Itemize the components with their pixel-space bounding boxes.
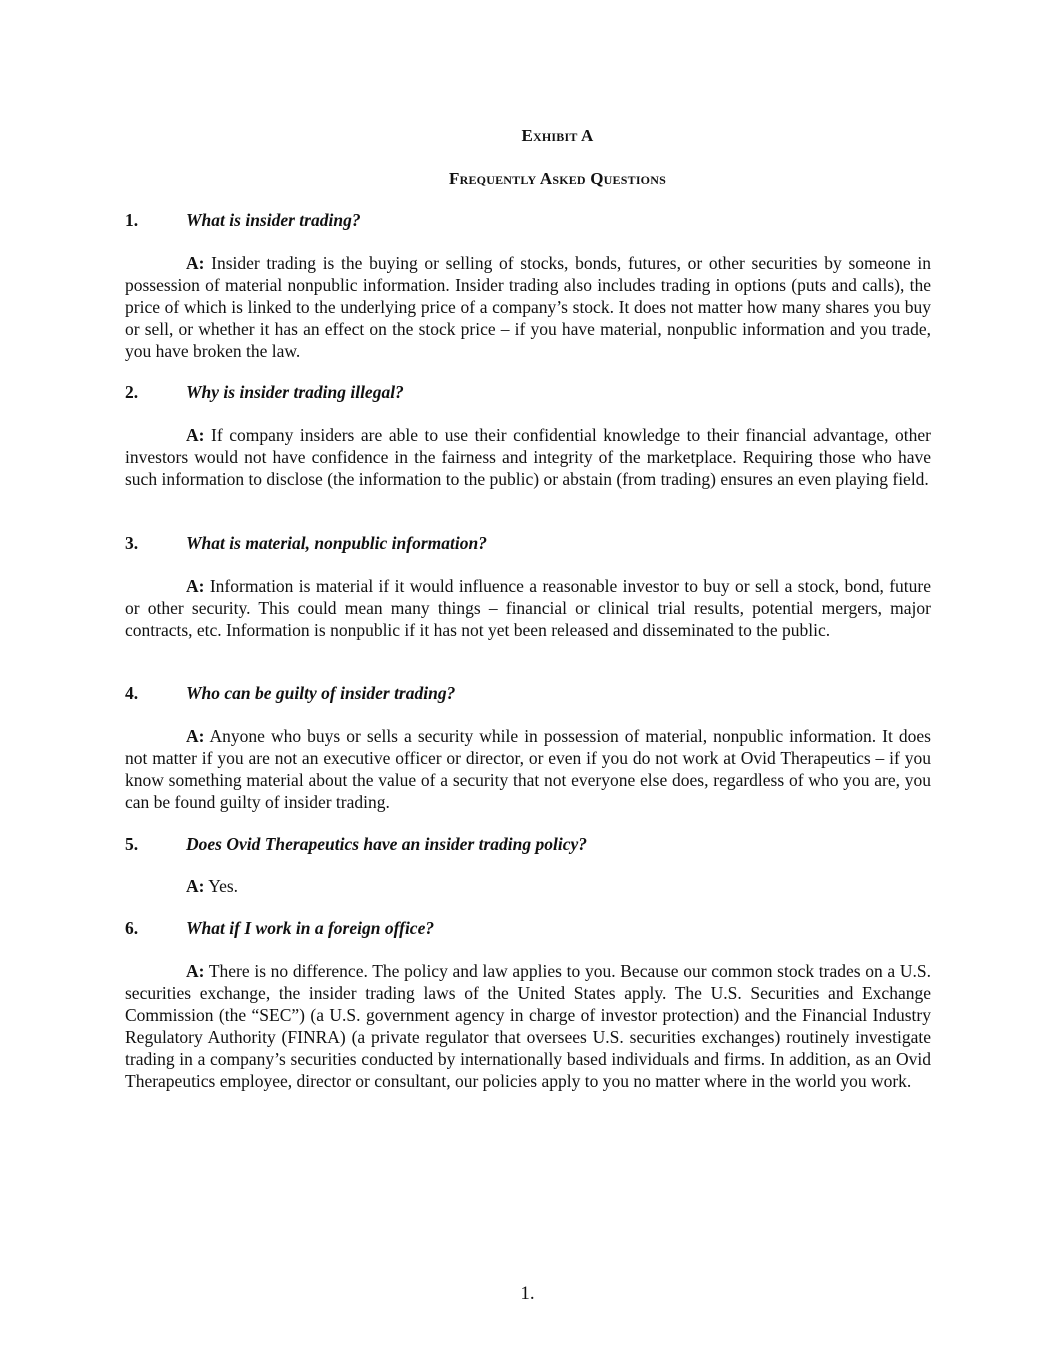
answer-label: A: xyxy=(186,961,205,981)
faq-answer-1 xyxy=(125,252,931,362)
answer-text: Insider trading is the buying or selling of stocks, bonds, futures, or other securities by someone in possession of material nonpublic information. Insider trading also includes trading in options (puts and calls), the price of which is linked to the underlying price of a company’s stock. It does not matter how many shares you buy or sell, or whether it has an effect on the stock price – if you have material, nonpublic information and you trade, you have broken the law. xyxy=(125,253,931,361)
faq-answer-5 xyxy=(125,875,931,897)
question-text: What is material, nonpublic information? xyxy=(186,533,487,553)
faq-answer-3 xyxy=(125,575,931,641)
answer-label: A: xyxy=(186,726,205,746)
question-number: 4. xyxy=(125,683,139,703)
answer-label: A: xyxy=(186,425,205,445)
question-number: 5. xyxy=(125,834,139,854)
exhibit-title: Exhibit A xyxy=(521,126,594,145)
answer-text: Yes. xyxy=(208,876,239,896)
answer-text: Information is material if it would influence a reasonable investor to buy or sell a stock, bond, future or other security. This could mean many things – financial or clinical trial results, potential mergers, major contracts, etc. Information is nonpublic if it has not yet been released and disseminated to the public. xyxy=(125,576,931,640)
faq-question-4 xyxy=(125,682,931,704)
answer-label: A: xyxy=(186,253,205,273)
question-text: What is insider trading? xyxy=(186,210,361,230)
question-text: Does Ovid Therapeutics have an insider trading policy? xyxy=(186,834,588,854)
answer-text: There is no difference. The policy and law applies to you. Because our common stock trades on a U.S. securities exchange, the insider trading laws of the United States apply. The U.S. Securities and Exchange Commission (the “SEC”) (a U.S. government agency in charge of investor protection) and the Financial Industry Regulatory Authority (FINRA) (a private regulator that oversees U.S. securities exchanges) routinely investigate trading in a company’s securities conducted by internationally based individuals and firms. In addition, as an Ovid Therapeutics employee, director or consultant, our policies apply to you no matter where in the world you work. xyxy=(125,961,932,1091)
answer-text: Anyone who buys or sells a security while in possession of material, nonpublic information. It does not matter if you are not an executive officer or director, or even if you do not work at Ovid Therapeutics – if you know something material about the value of a security that not everyone else does, regardless of who you are, you can be found guilty of insider trading. xyxy=(125,726,931,812)
section-title: Frequently Asked Questions xyxy=(449,169,666,188)
faq-question-1 xyxy=(125,209,931,231)
answer-label: A: xyxy=(186,576,205,596)
question-number: 6. xyxy=(125,918,139,938)
faq-answer-4 xyxy=(125,725,931,813)
answer-text: If company insiders are able to use their confidential knowledge to their financial advantage, other investors would not have confidence in the fairness and integrity of the marketplace. Requiring those who have such information to disclose (the information to the public) or abstain (from trading) ensures an even playing field. xyxy=(125,425,931,489)
question-text: Who can be guilty of insider trading? xyxy=(186,683,456,703)
faq-answer-2 xyxy=(125,424,931,490)
question-text: Why is insider trading illegal? xyxy=(186,382,404,402)
faq-answer-6 xyxy=(125,960,931,1092)
faq-question-6 xyxy=(125,917,931,939)
faq-question-3 xyxy=(125,532,931,554)
question-number: 3. xyxy=(125,533,139,553)
page-number: 1. xyxy=(520,1283,535,1304)
faq-question-5 xyxy=(125,833,931,855)
question-number: 2. xyxy=(125,382,139,402)
faq-question-2 xyxy=(125,381,931,403)
question-number: 1. xyxy=(125,210,139,230)
answer-label: A: xyxy=(186,876,205,896)
question-text: What if I work in a foreign office? xyxy=(186,918,435,938)
